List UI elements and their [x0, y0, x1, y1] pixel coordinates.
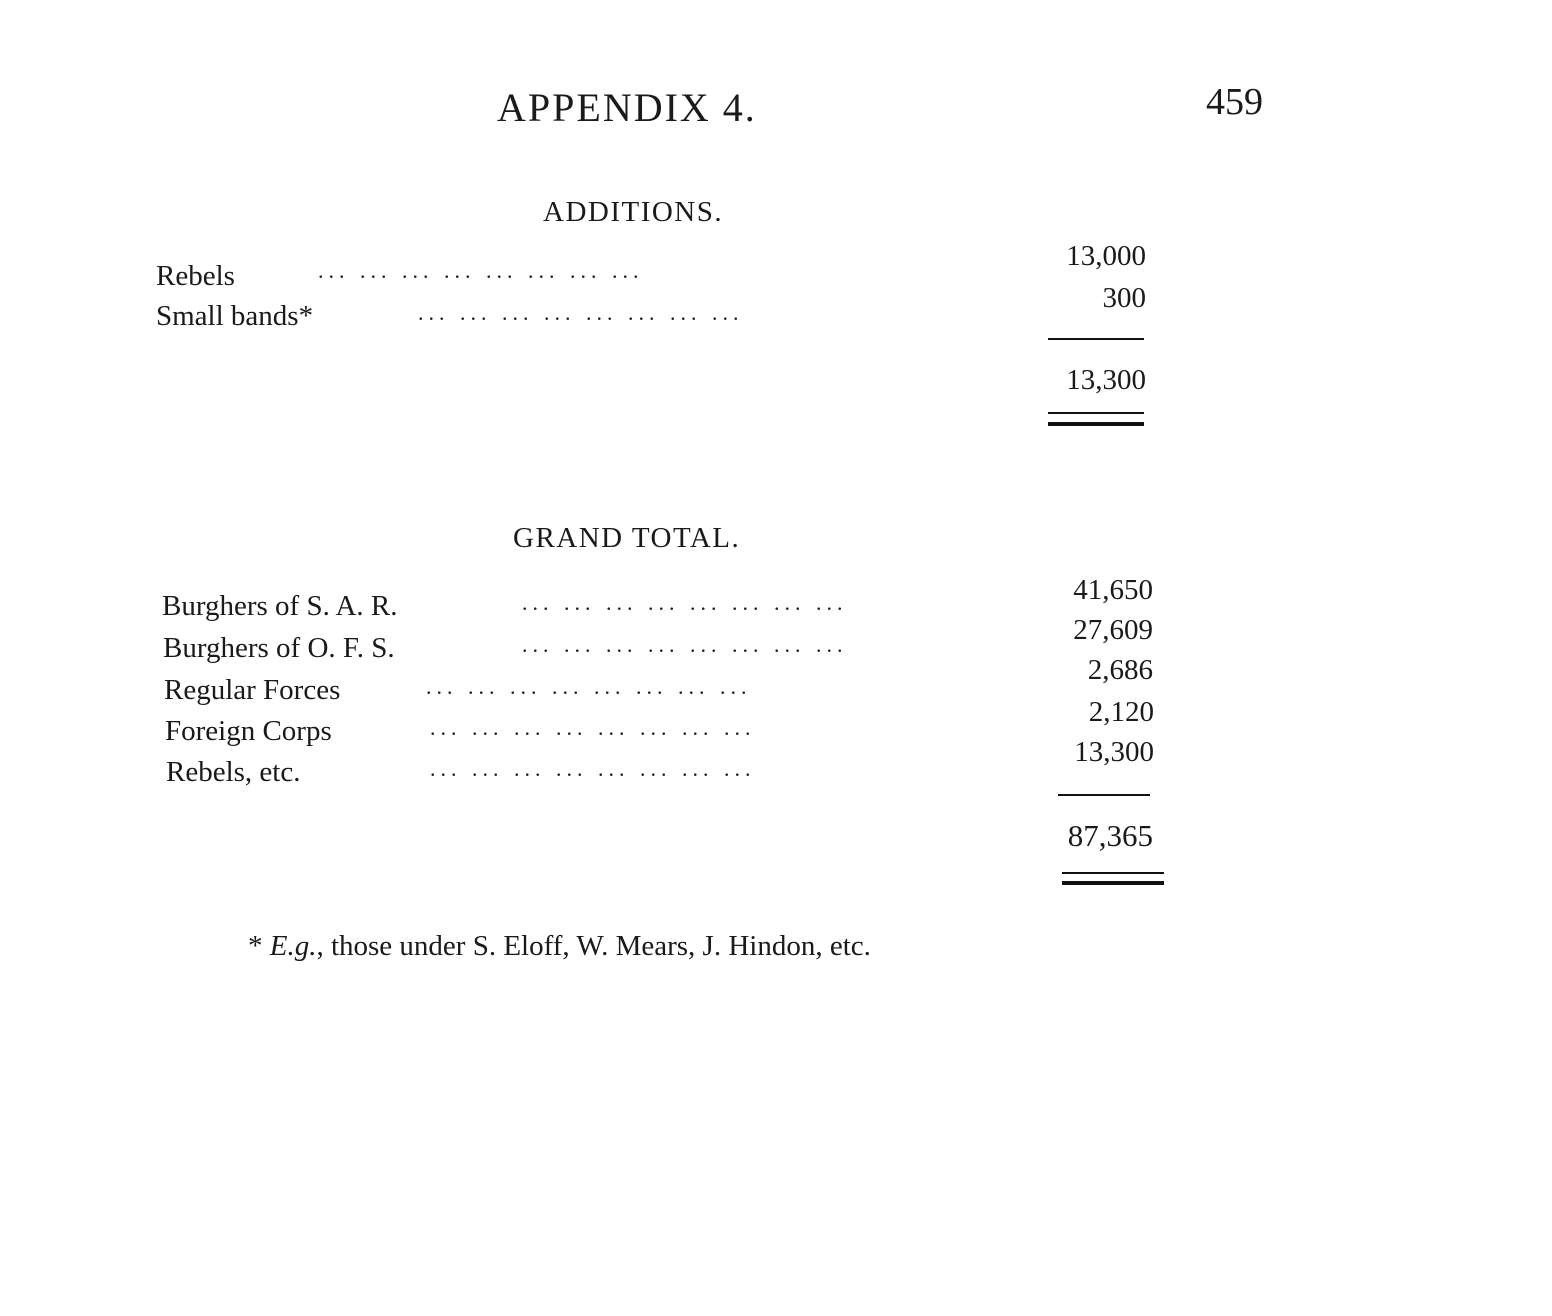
grand-total-heading: GRAND TOTAL. [513, 522, 741, 554]
grand-total-row-value: 27,609 [1073, 614, 1153, 646]
grand-total-row-value: 2,120 [1088, 696, 1154, 728]
additions-heading: ADDITIONS. [543, 196, 724, 228]
double-rule-upper [1048, 412, 1144, 414]
grand-total-row-label: Rebels, etc. [166, 756, 301, 788]
double-rule-lower [1062, 881, 1164, 885]
footnote [248, 930, 871, 963]
double-rule-lower [1048, 422, 1144, 426]
dot-leaders: ... ... ... ... ... ... ... ... [426, 674, 752, 699]
grand-total-row-label: Burghers of S. A. R. [162, 590, 398, 622]
dot-leaders: ... ... ... ... ... ... ... ... [522, 590, 848, 615]
footnote-text: , those under S. Eloff, W. Mears, J. Hindon, etc. [316, 930, 871, 962]
dot-leaders: ... ... ... ... ... ... ... ... [318, 258, 644, 283]
dot-leaders: ... ... ... ... ... ... ... ... [430, 756, 756, 781]
page-number: 459 [1206, 81, 1263, 123]
grand-total-sum: 87,365 [1067, 818, 1153, 853]
double-rule-upper [1062, 872, 1164, 874]
additions-total: 13,300 [1066, 364, 1146, 396]
dot-leaders: ... ... ... ... ... ... ... ... [430, 715, 756, 740]
additions-row-label: Small bands* [156, 300, 314, 332]
grand-total-row-value: 13,300 [1074, 736, 1154, 768]
additions-row-value: 300 [1102, 282, 1146, 314]
running-title: APPENDIX 4. [497, 85, 757, 130]
grand-total-row-label: Regular Forces [164, 674, 341, 706]
grand-total-row-value: 41,650 [1073, 574, 1153, 606]
grand-total-row-value: 2,686 [1087, 654, 1153, 686]
sum-rule [1058, 794, 1150, 796]
dot-leaders: ... ... ... ... ... ... ... ... [522, 632, 848, 657]
footnote-marker: * [248, 930, 263, 962]
grand-total-row-label: Foreign Corps [165, 715, 332, 747]
additions-row-label: Rebels [156, 260, 235, 292]
footnote-abbrev: E.g. [269, 930, 317, 962]
grand-total-row-label: Burghers of O. F. S. [163, 632, 395, 664]
dot-leaders: ... ... ... ... ... ... ... ... [418, 300, 744, 325]
additions-row-value: 13,000 [1066, 240, 1146, 272]
sum-rule [1048, 338, 1144, 340]
